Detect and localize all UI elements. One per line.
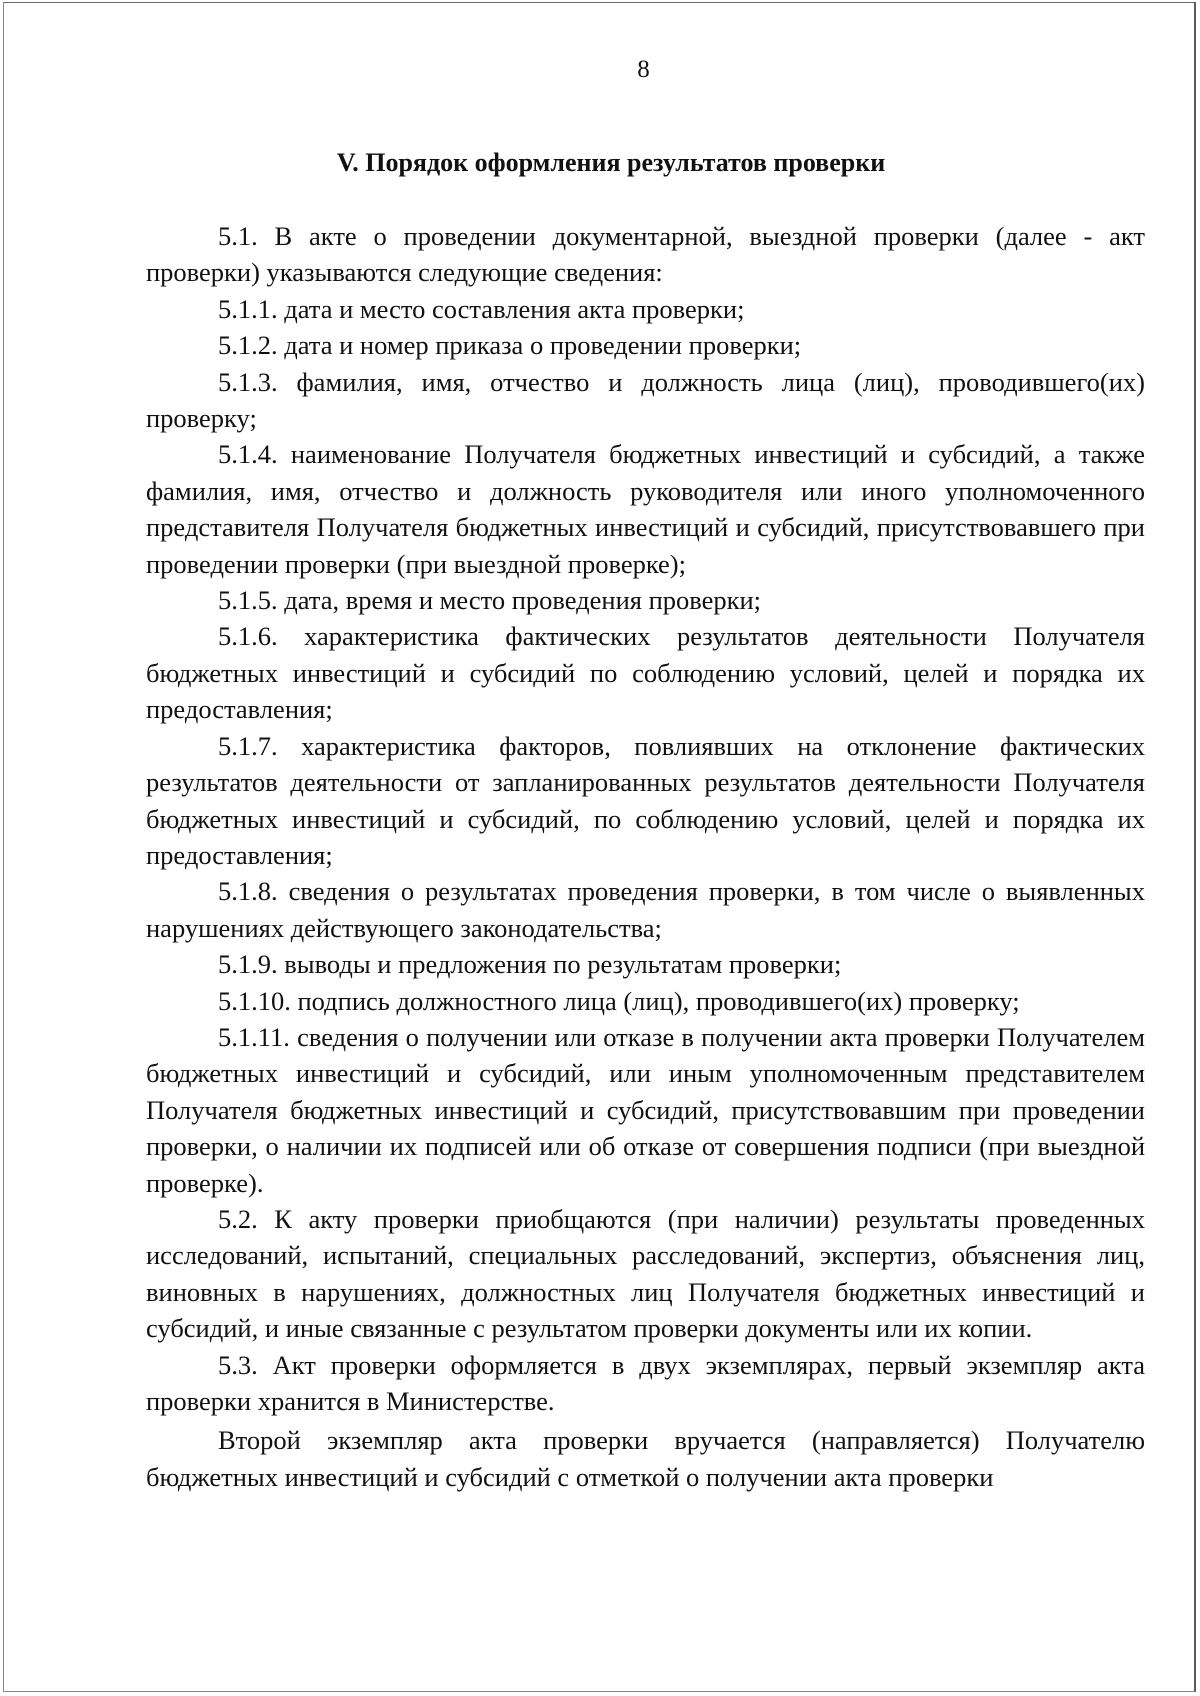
document-body bbox=[146, 218, 1145, 1495]
section-heading: V. Порядок оформления результатов проверки bbox=[336, 148, 886, 177]
paragraph-5-1-8: 5.1.8. сведения о результатах проведения проверки, в том числе о выявленных нарушениях действующего законодательства; bbox=[146, 876, 1145, 943]
paragraph-5-1-4: 5.1.4. наименование Получателя бюджетных инвестиций и субсидий, а также фамилия, имя, отчество и должность руководителя или иного уполномоченного представителя Получателя бюджетных инвестиций и субсидий, присутствовавшего при проведении проверки (при выездной проверке); bbox=[146, 439, 1145, 579]
paragraph-5-1-1: 5.1.1. дата и место составления акта проверки; bbox=[218, 293, 745, 324]
paragraph-5-1-9: 5.1.9. выводы и предложения по результатам проверки; bbox=[218, 949, 842, 980]
paragraph-5-1: 5.1. В акте о проведении документарной, выездной проверки (далее - акт проверки) указываются следующие сведения: bbox=[146, 221, 1145, 288]
paragraph-5-1-10: 5.1.10. подпись должностного лица (лиц), проводившего(их) проверку; bbox=[218, 985, 1020, 1016]
paragraph-5-2: 5.2. К акту проверки приобщаются (при наличии) результаты проведенных исследований, испытаний, специальных расследований, экспертиз, объяснения лиц, виновных в нарушениях, должностных лиц Получателя бюджетных инвестиций и субсидий, и иные связанные с результатом проверки документы или их копии. bbox=[146, 1203, 1145, 1344]
paragraph-5-1-3: 5.1.3. фамилия, имя, отчество и должность лица (лиц), проводившего(их) проверку; bbox=[146, 366, 1145, 434]
paragraph-5-3: 5.3. Акт проверки оформляется в двух экземплярах, первый экземпляр акта проверки хранится в Министерстве. bbox=[146, 1349, 1145, 1416]
paragraph-second-copy: Второй экземпляр акта проверки вручается (направляется) Получателю бюджетных инвестиций и субсидий с отметкой о получении акта проверки bbox=[146, 1425, 1145, 1492]
paragraph-5-1-6: 5.1.6. характеристика фактических результатов деятельности Получателя бюджетных инвестиций и субсидий по соблюдению условий, целей и порядка их предоставления; bbox=[146, 621, 1145, 725]
paragraph-5-1-7: 5.1.7. характеристика факторов, повлиявших на отклонение фактических результатов деятельности от запланированных результатов деятельности Получателя бюджетных инвестиций и субсидий, по соблюдению условий, целей и порядка их предоставления; bbox=[146, 730, 1145, 870]
paragraph-5-1-5: 5.1.5. дата, время и место проведения проверки; bbox=[218, 585, 762, 616]
page-number: 8 bbox=[637, 56, 650, 83]
paragraph-5-1-2: 5.1.2. дата и номер приказа о проведении проверки; bbox=[218, 330, 802, 361]
paragraph-5-1-11: 5.1.11. сведения о получении или отказе в получении акта проверки Получателем бюджетных инвестиций и субсидий, или иным уполномоченным представителем Получателя бюджетных инвестиций и субсидий, присутствовавшим при проведении проверки, о наличии их подписей или об отказе от совершения подписи (при выездной проверке). bbox=[146, 1021, 1145, 1198]
